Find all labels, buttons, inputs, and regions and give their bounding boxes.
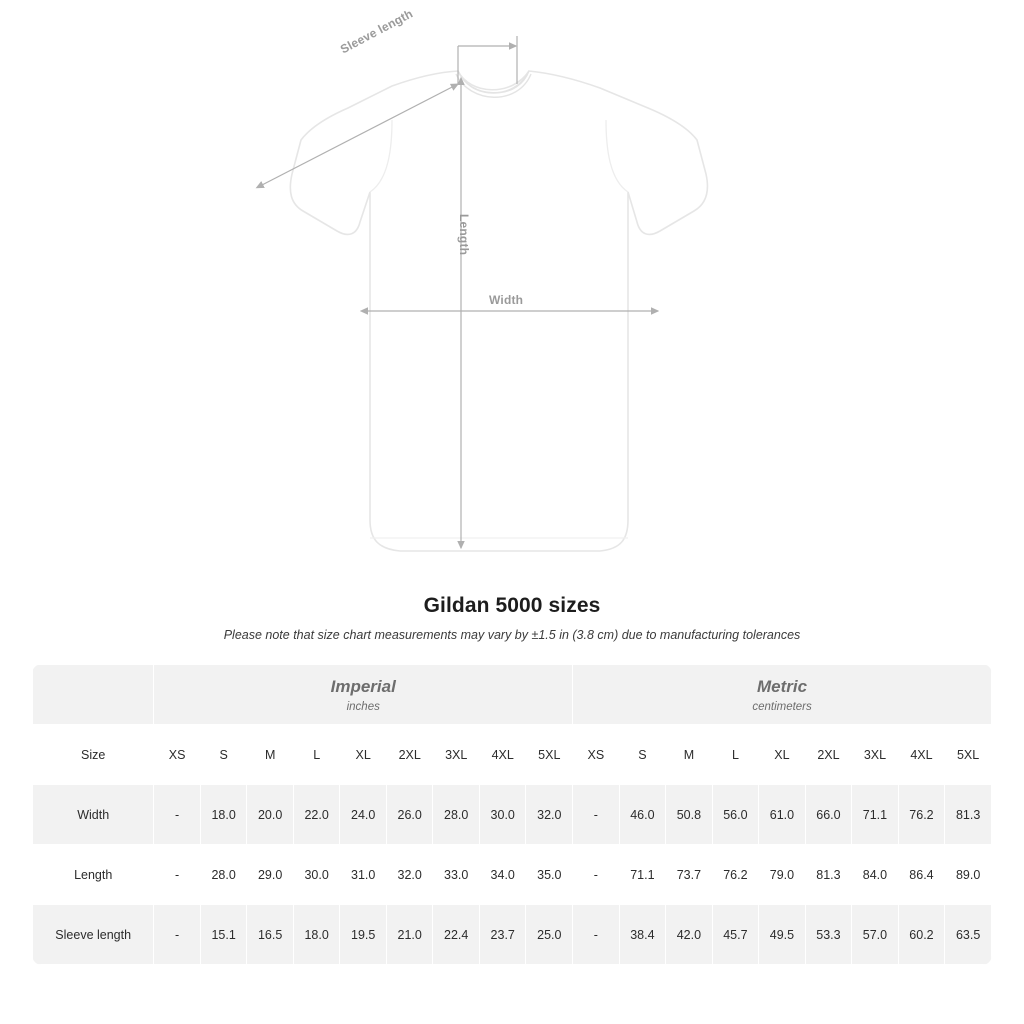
width-imperial-l: 22.0 xyxy=(293,785,340,845)
header-size-imperial-m: M xyxy=(247,725,294,785)
length-imperial-2xl: 32.0 xyxy=(386,845,433,905)
row-label-width: Width xyxy=(33,785,154,845)
size-chart-table xyxy=(32,664,992,965)
header-size-metric-2xl: 2XL xyxy=(805,725,852,785)
sleeve-length-label: Sleeve length xyxy=(338,6,416,57)
sleeve-imperial-5xl: 25.0 xyxy=(526,905,573,965)
header-size-metric-5xl: 5XL xyxy=(945,725,992,785)
header-size-imperial-3xl: 3XL xyxy=(433,725,480,785)
header-size-metric-3xl: 3XL xyxy=(852,725,899,785)
width-imperial-m: 20.0 xyxy=(247,785,294,845)
width-imperial-2xl: 26.0 xyxy=(386,785,433,845)
sleeve-imperial-xs: - xyxy=(154,905,201,965)
length-imperial-l: 30.0 xyxy=(293,845,340,905)
unit-name-metric: Metric xyxy=(757,676,808,696)
table-row xyxy=(33,905,992,965)
header-size-metric-4xl: 4XL xyxy=(898,725,945,785)
sleeve-imperial-2xl: 21.0 xyxy=(386,905,433,965)
length-imperial-m: 29.0 xyxy=(247,845,294,905)
title-block xyxy=(0,594,1024,642)
row-label-length: Length xyxy=(33,845,154,905)
page-title: Gildan 5000 sizes xyxy=(423,594,601,617)
sleeve-metric-xs: - xyxy=(573,905,620,965)
header-size-metric-l: L xyxy=(712,725,759,785)
header-size-imperial-s: S xyxy=(200,725,247,785)
sleeve-metric-2xl: 53.3 xyxy=(805,905,852,965)
size-header-row xyxy=(33,725,992,785)
row-label-sleeve-length: Sleeve length xyxy=(33,905,154,965)
header-size-imperial-xl: XL xyxy=(340,725,387,785)
table-row xyxy=(33,785,992,845)
size-chart-table-wrap xyxy=(32,664,992,965)
header-size-imperial-2xl: 2XL xyxy=(386,725,433,785)
sleeve-imperial-xl: 19.5 xyxy=(340,905,387,965)
header-size-imperial-5xl: 5XL xyxy=(526,725,573,785)
length-metric-4xl: 86.4 xyxy=(898,845,945,905)
sleeve-metric-5xl: 63.5 xyxy=(945,905,992,965)
width-imperial-4xl: 30.0 xyxy=(479,785,526,845)
unit-header-metric xyxy=(573,665,992,725)
table-row xyxy=(33,845,992,905)
unit-sub-imperial: inches xyxy=(346,700,380,713)
length-metric-3xl: 84.0 xyxy=(852,845,899,905)
unit-name-imperial: Imperial xyxy=(330,676,396,696)
sleeve-imperial-m: 16.5 xyxy=(247,905,294,965)
width-metric-5xl: 81.3 xyxy=(945,785,992,845)
header-size-metric-m: M xyxy=(666,725,713,785)
sleeve-metric-m: 42.0 xyxy=(666,905,713,965)
header-size-metric-s: S xyxy=(619,725,666,785)
unit-header-imperial xyxy=(154,665,573,725)
length-imperial-5xl: 35.0 xyxy=(526,845,573,905)
length-imperial-xl: 31.0 xyxy=(340,845,387,905)
width-label: Width xyxy=(484,293,528,307)
sleeve-metric-s: 38.4 xyxy=(619,905,666,965)
sleeve-metric-l: 45.7 xyxy=(712,905,759,965)
length-metric-s: 71.1 xyxy=(619,845,666,905)
length-metric-l: 76.2 xyxy=(712,845,759,905)
length-imperial-s: 28.0 xyxy=(200,845,247,905)
unit-sub-metric: centimeters xyxy=(752,700,812,713)
width-metric-xs: - xyxy=(573,785,620,845)
tolerance-note: Please note that size chart measurements may vary by ±1.5 in (3.8 cm) due to manufacturing tolerances xyxy=(223,628,801,642)
width-metric-l: 56.0 xyxy=(712,785,759,845)
header-size-imperial-4xl: 4XL xyxy=(479,725,526,785)
header-size-label: Size xyxy=(33,725,154,785)
sleeve-imperial-s: 15.1 xyxy=(200,905,247,965)
unit-row-corner xyxy=(33,665,154,725)
unit-header-row xyxy=(33,665,992,725)
width-imperial-3xl: 28.0 xyxy=(433,785,480,845)
width-metric-3xl: 71.1 xyxy=(852,785,899,845)
width-imperial-s: 18.0 xyxy=(200,785,247,845)
header-size-metric-xl: XL xyxy=(759,725,806,785)
length-imperial-4xl: 34.0 xyxy=(479,845,526,905)
length-metric-5xl: 89.0 xyxy=(945,845,992,905)
width-metric-xl: 61.0 xyxy=(759,785,806,845)
sleeve-metric-4xl: 60.2 xyxy=(898,905,945,965)
length-metric-2xl: 81.3 xyxy=(805,845,852,905)
width-metric-s: 46.0 xyxy=(619,785,666,845)
width-metric-m: 50.8 xyxy=(666,785,713,845)
length-metric-m: 73.7 xyxy=(666,845,713,905)
header-size-metric-xs: XS xyxy=(573,725,620,785)
width-imperial-xs: - xyxy=(154,785,201,845)
length-imperial-3xl: 33.0 xyxy=(433,845,480,905)
sleeve-metric-xl: 49.5 xyxy=(759,905,806,965)
width-imperial-xl: 24.0 xyxy=(340,785,387,845)
sleeve-metric-3xl: 57.0 xyxy=(852,905,899,965)
width-metric-4xl: 76.2 xyxy=(898,785,945,845)
sleeve-imperial-4xl: 23.7 xyxy=(479,905,526,965)
length-label: Length xyxy=(457,214,471,256)
width-imperial-5xl: 32.0 xyxy=(526,785,573,845)
length-imperial-xs: - xyxy=(154,845,201,905)
header-size-imperial-l: L xyxy=(293,725,340,785)
header-size-imperial-xs: XS xyxy=(154,725,201,785)
length-metric-xl: 79.0 xyxy=(759,845,806,905)
width-metric-2xl: 66.0 xyxy=(805,785,852,845)
sleeve-imperial-3xl: 22.4 xyxy=(433,905,480,965)
sleeve-imperial-l: 18.0 xyxy=(293,905,340,965)
length-metric-xs: - xyxy=(573,845,620,905)
